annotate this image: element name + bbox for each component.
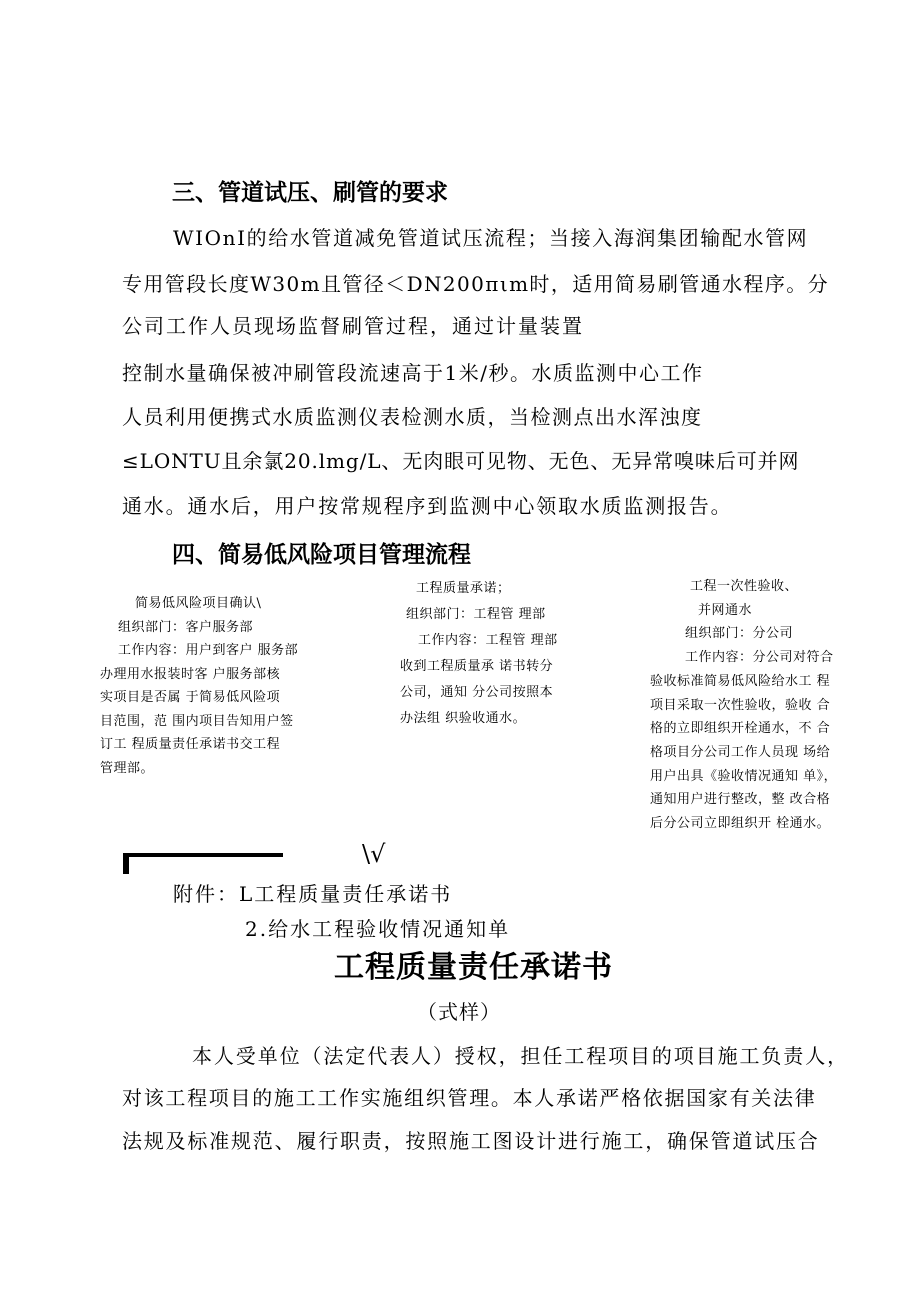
flow-step-1-department: 组织部门：客户服务部 [118,619,254,635]
flow-step-2-content: 工作内容：工程管 理部 [418,633,558,648]
section-4-heading: 四、简易低风险项目管理流程 [172,542,471,568]
flow-step-3-content: 通知用户进行整改，整 改合格 [650,792,831,808]
flow-step-3-title: 并网通水 [698,602,753,618]
flow-step-3-content: 工作内容：分公司对符合 [685,650,834,666]
flow-step-3-content: 格的立即组织开栓通水，不 合 [650,721,831,737]
flow-step-2 [400,576,558,732]
flow-step-1 [100,592,298,780]
flow-step-1-content: 管理部。 [100,760,155,776]
section-3-line-2: 专用管段长度W30m且管径＜DN200πιm时，适用简易刷管通水程序。分 [122,272,830,296]
section-3-line-3: 公司工作人员现场监督刷管过程，通过计量装置 [122,314,584,338]
pledge-line-2: 对该工程项目的施工工作实施组织管理。本人承诺严格依据国家有关法律 [122,1086,817,1110]
pledge-line-1: 本人受单位（法定代表人）授权，担任工程项目的项目施工负责人， [192,1044,849,1068]
flow-step-1-content: 办理用水报装时客 户服务部核 [100,666,281,682]
section-3-line-5: 人员利用便携式水质监测仪表检测水质，当检测点出水浑浊度 [122,405,703,429]
flow-step-3-content: 验收标准简易低风险给水工 程 [650,673,831,689]
section-3-line-1: WIOnI的给水管道减免管道试压流程；当接入海润集团输配水管网 [173,226,809,250]
flow-step-2-content: 办法组 织验收通水。 [400,711,527,726]
attachment-1: 附件：L工程质量责任承诺书 [173,882,453,906]
flow-step-1-content: 工作内容：用户到客户 服务部 [118,643,299,658]
flow-step-1-content: 实项目是否属 于简易低风险项 [100,690,281,705]
pledge-line-3: 法规及标准规范、履行职责，按照施工图设计进行施工，确保管道试压合 [122,1129,820,1153]
flow-step-3-department: 组织部门：分公司 [685,626,794,642]
flow-step-3-content: 用户出具《验收情况通知 单》， [650,768,838,784]
flow-step-2-title: 工程质量承诺； [416,581,511,596]
section-3-line-4: 控制水量确保被冲刷管段流速高于1米/秒。水质监测中心工作 [122,361,704,385]
flow-step-1-content: 目范围，范 围内项目告知用户签 [100,713,294,729]
horizontal-rule [123,853,283,857]
flow-step-2-content: 收到工程质量承 诺书转分 [400,659,554,674]
pledge-subtitle: （式样） [417,1000,501,1024]
flow-step-1-content: 订工 程质量责任承诺书交工程 [100,737,281,752]
corner-mark [123,857,129,874]
attachment-2: 2.给水工程验收情况通知单 [245,917,511,941]
section-3-line-6: ≤LONTU且余氯20.lmg/L、无肉眼可见物、无色、无异常嗅味后可并网 [122,449,800,473]
flow-step-3-content: 后分公司立即组织开 栓通水。 [650,816,831,832]
flow-step-3-title: 工程一次性验收、 [690,579,799,594]
flow-step-2-department: 组织部门：工程管 理部 [406,607,546,622]
flow-step-3-content: 项目采取一次性验收，验收 合 [650,697,831,713]
pledge-title: 工程质量责任承诺书 [334,950,613,985]
check-mark: \√ [362,840,386,868]
section-3-heading: 三、管道试压、刷管的要求 [172,180,448,206]
flow-step-3-content: 格项目分公司工作人员现 场给 [650,744,831,760]
section-3-line-7: 通水。通水后，用户按常规程序到监测中心领取水质监测报告。 [122,494,733,518]
flow-step-1-title: 简易低风险项目确认\ [135,596,262,611]
flow-step-2-content: 公司，通知 分公司按照本 [400,685,554,700]
flow-step-3 [650,575,837,836]
